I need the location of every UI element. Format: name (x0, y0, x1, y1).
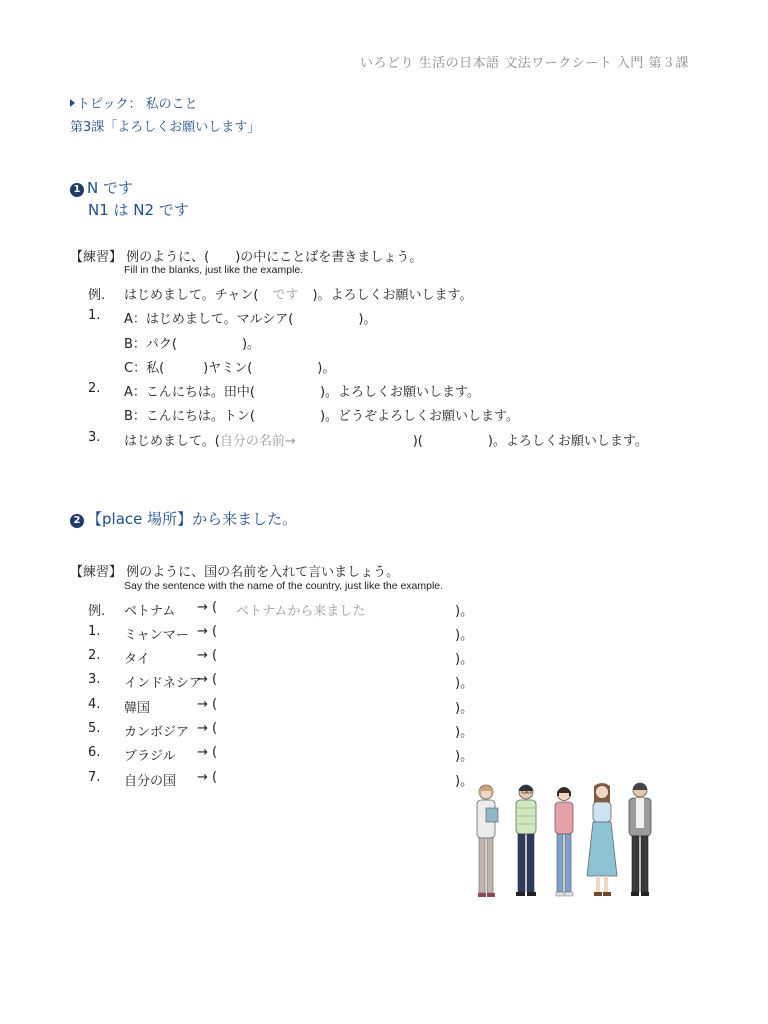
close-paren: )。 (455, 604, 474, 619)
country-name: タイ (124, 652, 150, 667)
section2-instruction-en: Say the sentence with the name of the country, just like the example. (124, 580, 444, 592)
person-icon (587, 783, 617, 896)
people-illustration (466, 780, 666, 910)
exercise-line: A：こんにちは。田中( )。よろしくお願いします。 (124, 385, 480, 400)
person-icon (477, 785, 498, 897)
arrow-open: → ( (197, 600, 218, 615)
country-name: ベトナム (124, 604, 176, 619)
section1-instruction-en: Fill in the blanks, just like the example. (124, 264, 304, 276)
exercise-line: C：私( )ヤミン( )。 (124, 361, 336, 376)
section2-title (70, 508, 297, 529)
close-paren: )。 (455, 628, 474, 643)
topic-line (70, 93, 198, 112)
person-icon (516, 785, 536, 896)
section1-example (124, 284, 473, 303)
section2-example-label: 例. (88, 604, 106, 619)
arrow-open: → ( (197, 624, 218, 639)
item-number: 6. (88, 745, 101, 760)
arrow-open: → ( (197, 745, 218, 760)
arrow-open: → ( (197, 697, 218, 712)
item3-hint: 自分の名前→ (219, 434, 296, 449)
item-number: 5. (88, 721, 101, 736)
example-text-post: )。よろしくお願いします。 (312, 288, 473, 303)
exercise-line: A：はじめまして。マルシア( )。 (124, 312, 377, 327)
close-paren: )。 (455, 701, 474, 716)
close-paren: )。 (455, 652, 474, 667)
section1-example-label: 例. (88, 288, 106, 303)
section1-title-line2: N1 は N2 です (88, 201, 189, 219)
item-number: 2. (88, 648, 101, 663)
item3-pre: はじめまして。( (124, 434, 220, 449)
item-number: 3. (88, 672, 101, 687)
exercise-line (124, 430, 648, 449)
item-number: 2. (88, 381, 101, 396)
worksheet-header: いろどり 生活の日本語 文法ワークシート 入門 第３課 (360, 56, 690, 71)
example-answer: ベトナムから来ました (236, 604, 366, 619)
arrow-open: → ( (197, 770, 218, 785)
exercise-line: B：こんにちは。トン( )。どうぞよろしくお願いします。 (124, 409, 520, 424)
country-name: カンボジア (124, 725, 190, 740)
item-number: 3. (88, 430, 101, 445)
country-name: 自分の国 (124, 774, 177, 789)
section2-instruction: 【練習】 例のように、国の名前を入れて言いましょう。 (70, 565, 400, 580)
section1-instruction: 【練習】 例のように、( )の中にことばを書きましょう。 (70, 250, 423, 265)
close-paren: )。 (455, 676, 474, 691)
item-number: 4. (88, 697, 101, 712)
lesson-title: 第3課「よろしくお願いします」 (70, 120, 261, 135)
person-icon (629, 783, 651, 896)
section2-number-badge: 2 (70, 514, 84, 528)
topic-label: トピック： 私のこと (77, 97, 198, 112)
exercise-line: B：パク( )。 (124, 337, 261, 352)
section1-title (70, 177, 133, 198)
example-text-pre: はじめまして。チャン( (124, 288, 259, 303)
arrow-open: → ( (197, 648, 218, 663)
close-paren: )。 (455, 725, 474, 740)
person-icon (555, 787, 573, 896)
country-name: ブラジル (124, 749, 176, 764)
section1-title-line1: N です (87, 179, 133, 197)
country-name: ミャンマー (124, 628, 189, 643)
close-paren: )。 (455, 749, 474, 764)
example-answer: です (272, 288, 299, 303)
item-number: 7. (88, 770, 101, 785)
country-name: 韓国 (124, 701, 151, 716)
item-number: 1. (88, 308, 101, 323)
close-paren: )。 (455, 774, 474, 789)
section1-number-badge: 1 (70, 183, 84, 197)
item3-post: )( )。よろしくお願いします。 (295, 434, 648, 449)
arrow-open: → ( (197, 672, 218, 687)
item-number: 1. (88, 624, 101, 639)
section2-title-text: 【place 場所】から来ました。 (87, 510, 298, 528)
arrow-open: → ( (197, 721, 218, 736)
country-name: インドネシア (124, 676, 202, 691)
triangle-icon (70, 99, 75, 107)
